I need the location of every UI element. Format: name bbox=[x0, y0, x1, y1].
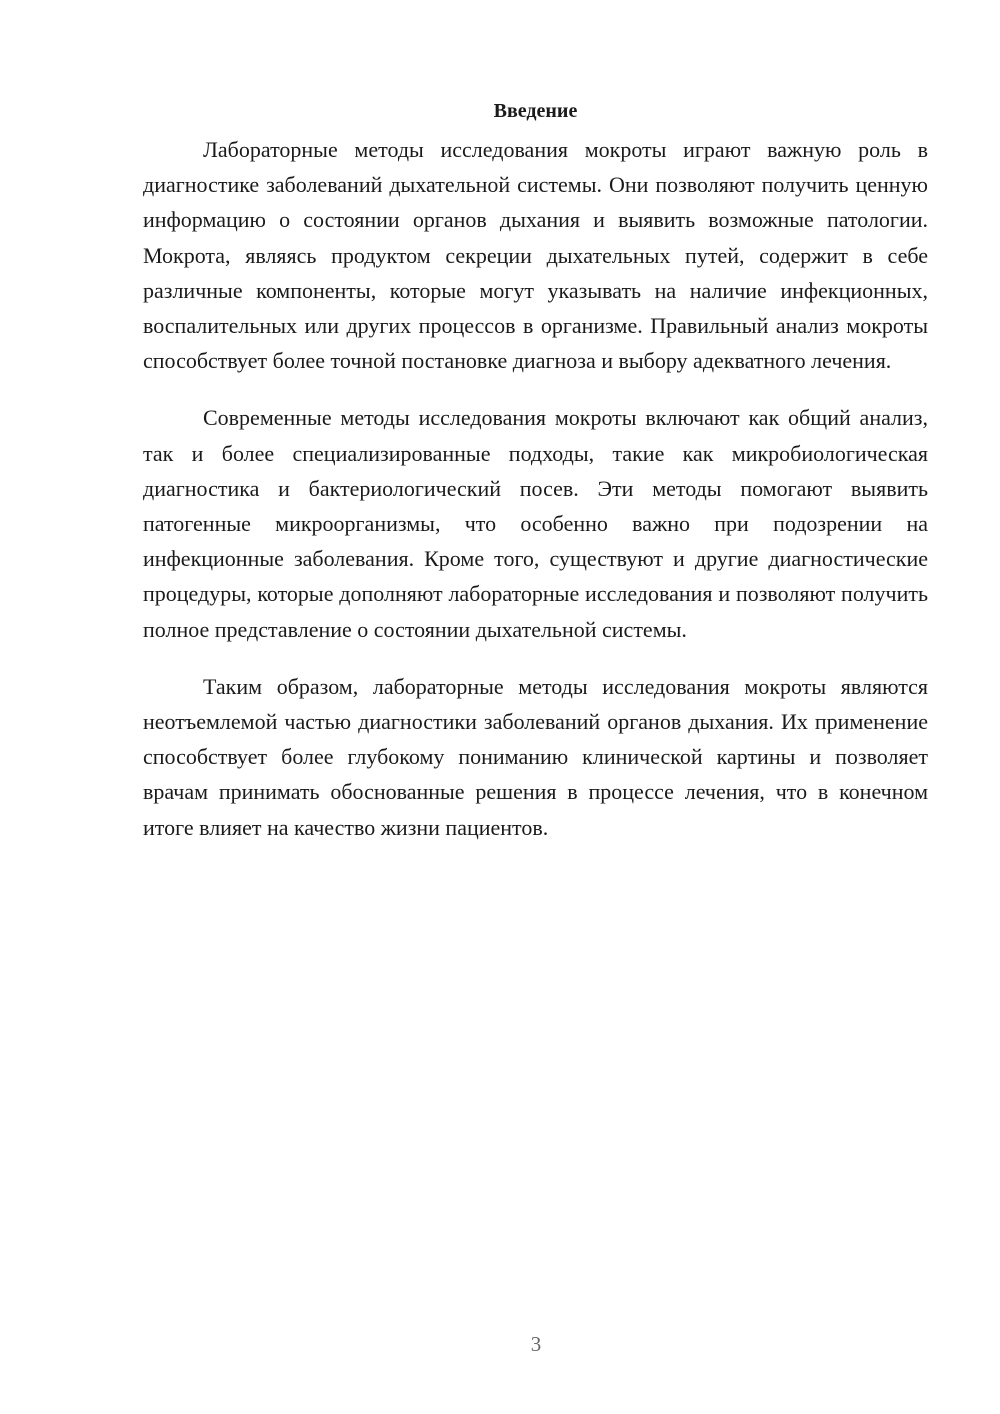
paragraph-2: Современные методы исследования мокроты включают как общий анализ, так и более специализированные подходы, такие как микробиологическая диагностика и бактериологический посев. Эти методы помогают выявить патогенные микроорганизмы, что особенно важно при подозрении на инфекционные заболевания. Кроме того, существуют и другие диагностические процедуры, которые дополняют лабораторные исследования и позволяют получить полное представление о состоянии дыхательной системы. bbox=[143, 405, 928, 642]
paragraph-1: Лабораторные методы исследования мокроты играют важную роль в диагностике заболеваний дыхательной системы. Они позволяют получить ценную информацию о состоянии органов дыхания и выявить возможные патологии. Мокрота, являясь продуктом секреции дыхательных путей, содержит в себе различные компоненты, которые могут указывать на наличие инфекционных, воспалительных или других процессов в организме. Правильный анализ мокроты способствует более точной постановке диагноза и выбору адекватного лечения. bbox=[143, 137, 928, 374]
page-number: 3 bbox=[530, 1332, 542, 1356]
section-title: Введение bbox=[493, 100, 578, 122]
page-content bbox=[143, 96, 928, 867]
paragraph-3: Таким образом, лабораторные методы исследования мокроты являются неотъемлемой частью диагностики заболеваний органов дыхания. Их применение способствует более глубокому пониманию клинической картины и позволяет врачам принимать обоснованные решения в процессе лечения, что в конечном итоге влияет на качество жизни пациентов. bbox=[143, 673, 928, 840]
